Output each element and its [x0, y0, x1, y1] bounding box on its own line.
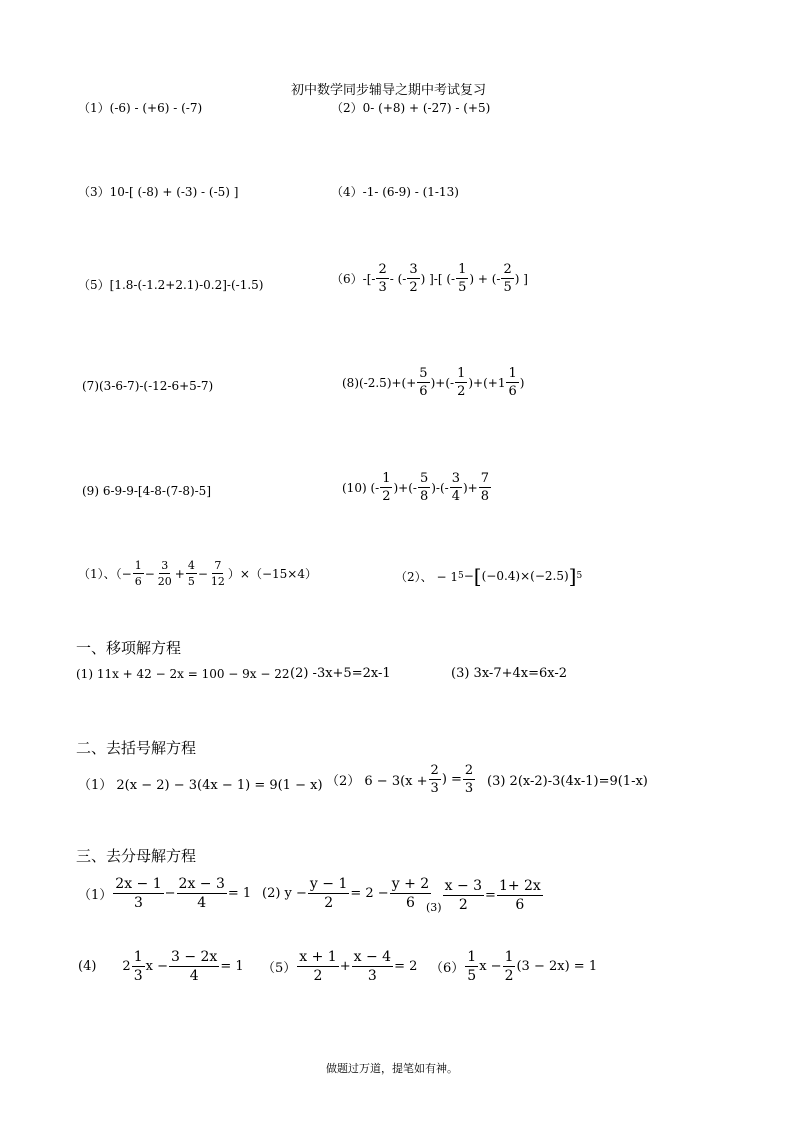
fraction: $\frac{3}{4}$: [451, 471, 460, 504]
fraction: $\frac{4}{5}$: [187, 559, 195, 588]
fraction: $\frac{7}{8}$: [480, 471, 490, 504]
fraction: $\frac{5}{8}$: [419, 471, 429, 504]
problem-b2: （2）、 − 1 5 − [ (−0.4)×(−2.5) ] 5: [395, 564, 583, 588]
problem-7: (7)(3-6-7)-(-12-6+5-7): [82, 379, 214, 393]
problem-b1: （1）、（− $\frac{1}{6}$ − $\frac{3}{20}$ + $\frac{4}{5}$ − $\frac{7}{12}$ ）×（−15×4）: [78, 559, 317, 588]
equation-denominator-4: (4) 2 $\frac{1}{3}$ x − $\frac{3 - 2x}{4}$ = 1: [78, 949, 244, 984]
fraction: $\frac{1}{3}$: [133, 949, 143, 984]
fraction: $\frac{3}{2}$: [409, 262, 418, 295]
heading-denominator: 三、去分母解方程: [76, 847, 197, 865]
problem-9: (9) 6-9-9-[4-8-(7-8)-5]: [82, 484, 211, 498]
equation-1: (1) 11x + 42 − 2x = 100 − 9x − 22: [76, 667, 290, 681]
heading-brackets: 二、去括号解方程: [76, 739, 197, 757]
fraction: $\frac{2}{5}$: [503, 262, 512, 295]
problem-3: （3）10-[ (-8) + (-3) - (-5) ]: [78, 185, 239, 199]
fraction: $\frac{2x - 1}{3}$: [115, 876, 162, 911]
equation-denominator-5: （5） $\frac{x + 1}{2}$ + $\frac{x - 4}{3}$ = 2: [262, 949, 418, 984]
fraction: $\frac{1+ 2x}{6}$: [498, 878, 541, 913]
equation-denominator-1: （1） $\frac{2x - 1}{3}$ − $\frac{2x - 3}{4}$ = 1: [78, 876, 252, 911]
fraction: $\frac{1}{6}$: [508, 366, 517, 399]
problem-6: （6）-[- $\frac{2}{3}$ - (- $\frac{3}{2}$ ) ]-[ (- $\frac{1}{5}$ ) + (- $\frac{2}{5}$ ) ]: [331, 262, 528, 295]
fraction: $\frac{7}{12}$: [210, 559, 225, 588]
problem-2: （2）0- (+8) + (-27) - (+5): [331, 101, 491, 115]
fraction: $\frac{1}{2}$: [504, 949, 514, 984]
fraction: $\frac{3}{20}$: [157, 559, 172, 588]
problem-10: (10) (- $\frac{1}{2}$ )+(- $\frac{5}{8}$ )-(- $\frac{3}{4}$ )+ $\frac{7}{8}$: [342, 471, 490, 504]
fraction: $\frac{1}{5}$: [467, 949, 477, 984]
fraction: $\frac{x - 4}{3}$: [353, 949, 392, 984]
fraction: $\frac{x + 1}{2}$: [299, 949, 337, 984]
problem-4: （4）-1- (6-9) - (1-13): [331, 185, 459, 199]
fraction: $\frac{3 - 2x}{4}$: [170, 949, 218, 984]
equation-denominator-6: （6） $\frac{1}{5}$ x − $\frac{1}{2}$ (3 − 2x) = 1: [430, 949, 598, 984]
problem-5: （5）[1.8-(-1.2+2.1)-0.2]-(-1.5): [78, 278, 264, 292]
fraction: $\frac{y + 2}{6}$: [391, 876, 430, 911]
equation-denominator-3: (3) $\frac{x - 3}{2}$ = $\frac{1+ 2x}{6}$: [426, 878, 541, 914]
fraction: $\frac{2}{3}$: [430, 763, 439, 796]
equation-bracket-1: （1） 2(x − 2) − 3(4x − 1) = 9(1 − x): [78, 778, 323, 793]
fraction: $\frac{2}{3}$: [378, 262, 387, 295]
equation-2: (2) -3x+5=2x-1: [290, 666, 391, 681]
fraction: $\frac{x - 3}{2}$: [444, 878, 483, 913]
fraction: $\frac{y - 1}{2}$: [309, 876, 348, 911]
heading-transposition: 一、移项解方程: [76, 639, 182, 657]
footer-motto: 做题过万道，提笔如有神。: [326, 1062, 458, 1075]
fraction: $\frac{2}{3}$: [464, 763, 474, 796]
page-title: 初中数学同步辅导之期中考试复习: [291, 83, 487, 98]
equation-bracket-2: （2） 6 − 3(x + $\frac{2}{3}$ ) = $\frac{2}{3}$: [326, 763, 474, 796]
problem-8: (8)(-2.5)+(+ $\frac{5}{6}$ )+(- $\frac{1}{2}$ )+(+1 $\frac{1}{6}$ ): [342, 366, 525, 399]
equation-3: (3) 3x-7+4x=6x-2: [451, 666, 568, 681]
problem-1: （1）(-6) - (+6) - (-7): [78, 101, 203, 115]
fraction: $\frac{1}{2}$: [382, 471, 391, 504]
equation-bracket-3: (3) 2(x-2)-3(4x-1)=9(1-x): [487, 774, 648, 789]
fraction: $\frac{2x - 3}{4}$: [178, 876, 225, 911]
fraction: $\frac{5}{6}$: [419, 366, 428, 399]
fraction: $\frac{1}{5}$: [458, 262, 467, 295]
fraction: $\frac{1}{6}$: [134, 559, 142, 588]
equation-denominator-2: (2) y − $\frac{y - 1}{2}$ = 2 − $\frac{y + 2}{6}$: [262, 876, 430, 911]
fraction: $\frac{1}{2}$: [457, 366, 466, 399]
